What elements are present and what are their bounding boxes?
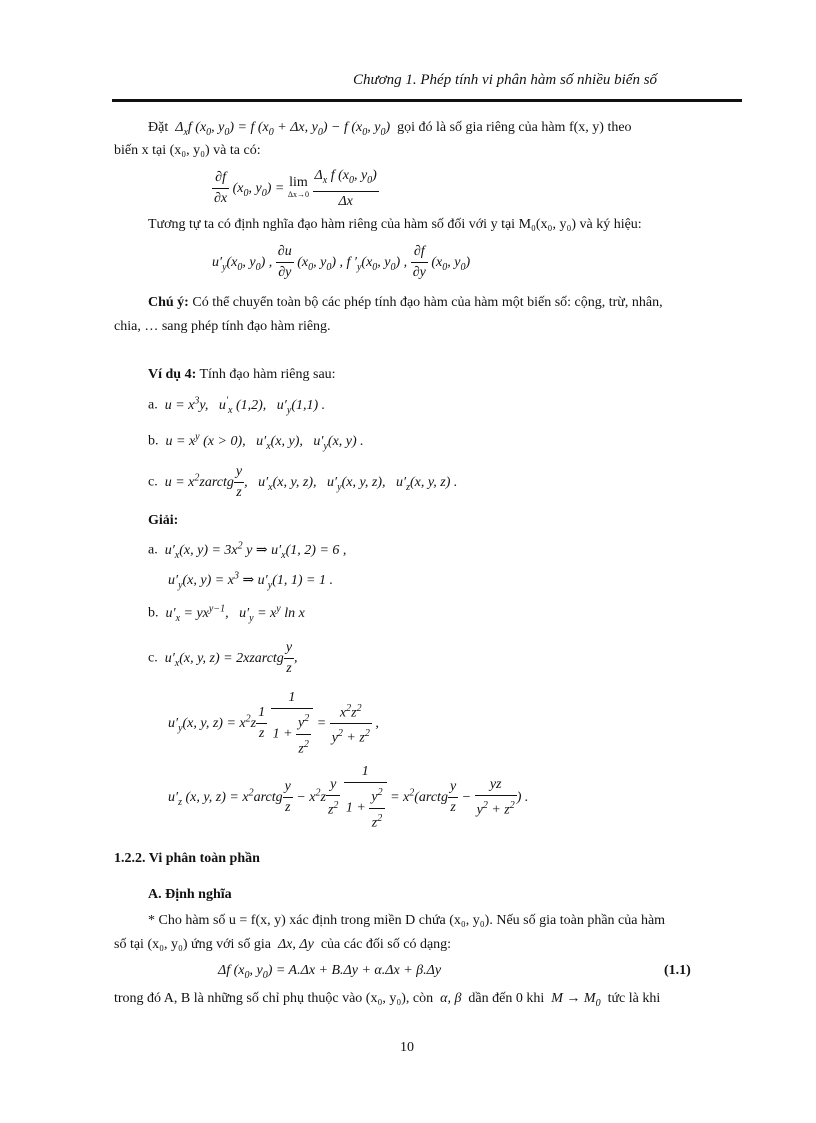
intro-line-1 <box>148 119 632 142</box>
definition-line-2: số tại (x₀, y₀) ứng với số gia Δx, Δy của các đối số có dạng: <box>114 937 452 952</box>
intro-line-3: Tương tự ta có định nghĩa đạo hàm riêng của hàm số đối với y tại M₀(x₀, y₀) và ký hiệu: <box>148 217 642 232</box>
solution-a-line-1: a. $u'_x(x$, $y) = 3x^2$ y ⇒ $u'_x(1$, 2) = 6 , <box>148 540 347 561</box>
solution-a-line-2: $u'_y(x$, $y) = x^3$ ⇒ $u'_y(1$, 1) = 1 . <box>168 570 333 591</box>
intro-text-1: gọi đó là số gia riêng của hàm f(x, y) theo <box>397 120 632 135</box>
definition-line-1: * Cho hàm số u = f(x, y) xác định trong miền D chứa (x₀, y₀). Nếu số gia toàn phần của hàm <box>148 913 666 928</box>
solution-c-line-1: c. $u'_x(x$, y, z) = 2xzarctg $\frac{y}{z}$ , <box>148 640 298 676</box>
note-label: Chú ý: <box>148 295 189 310</box>
header-rule <box>112 99 742 102</box>
partial-increment-formula: $\Delta_xf$ ($x_0$, $y_0) = f$ ($x_0 + \Delta x$, $y_0) - f$ ($x_0$, $y_0$) <box>171 120 394 138</box>
equation-number: (1.1) <box>664 963 691 978</box>
note-text-1: Có thể chuyển toàn bộ các phép tính đạo hàm của hàm một biến số: cộng, trừ, nhân, <box>192 295 663 310</box>
solution-c-line-2: $u'_y(x$, y, $z) = x^2z$ $\frac{1}{z}$ 1 1 + $\frac{y^2}{z^2}$ = $\frac{x^2z^2}{y^2 + z^2}$ , <box>168 690 379 757</box>
note-line-1 <box>148 294 663 312</box>
partial-derivative-limit-formula: $\frac{\partial f}{\partial x}$ ($x_0$, $y_0) = \lim$ Δx→0 $\frac{\Delta_x f (x_0, y_0)}{\Delta x}$ <box>214 168 377 209</box>
example-label: Ví dụ 4: <box>148 367 197 382</box>
intro-lead: Đặt <box>148 120 169 135</box>
intro-line-2: biến x tại (x₀, y₀) và ta có: <box>114 143 261 158</box>
subsection-heading: A. Định nghĩa <box>148 887 232 902</box>
example-heading <box>148 366 336 384</box>
example-item-b: b. $u = x^y$ (x > 0), $u'_x(x$, y), $u'_y(x$, y) . <box>148 431 364 452</box>
total-increment-formula: Δf ($x_0$, $y_0) = A.\Delta x + B.\Delta y + \alpha.\Delta x + \beta.\Delta y$ <box>218 963 442 981</box>
definition-last-line: trong đó A, B là những số chỉ phụ thuộc vào (x₀, y₀), còn α, β dần đến 0 khi $M \to M_0$ tức là khi <box>114 991 661 1009</box>
example-item-c: c. $u = x^2zarctg$ $\frac{y}{z}$ , $u'_x(x$, y, z), $u'_y(x$, y, z), $u'_z(x$, y, z) . <box>148 464 458 500</box>
solution-c-line-3: $u'_z$ (x, y, $z) = x^2arctg$ $\frac{y}{z}$ − $x^2z$ $\frac{y}{z^2}$ 1 1 + $\frac{y^2}{z^2}$ = $x^2(arctg$ $\frac{y}{z}$ − $\frac{yz}{y^2 + z^2}$ ) . <box>168 764 529 831</box>
example-item-a: a. $u = x^3y$, $u'_x$ (1,2), $u'_y(1,1)$ . <box>148 395 326 416</box>
note-line-2: chia, … sang phép tính đạo hàm riêng. <box>114 319 331 334</box>
page-number: 10 <box>400 1040 414 1055</box>
partial-y-notations: $u'_y(x_0$, $y_0$) , $\frac{\partial u}{\partial y}$ ($x_0$, $y_0$) , f $'_y(x_0$, $y_0$) , $\frac{\partial f}{\partial y}$ ($x_0$, $y_0$) <box>212 244 471 280</box>
section-heading: 1.2.2. Vi phân toàn phần <box>114 851 260 866</box>
chapter-header: Chương 1. Phép tính vi phân hàm số nhiều biến số <box>352 72 658 88</box>
example-title: Tính đạo hàm riêng sau: <box>199 367 336 382</box>
solution-label: Giải: <box>148 513 179 528</box>
solution-b: b. $u'_x = yx^{y-1}$, $u'_y = x^y$ ln x <box>148 603 305 624</box>
